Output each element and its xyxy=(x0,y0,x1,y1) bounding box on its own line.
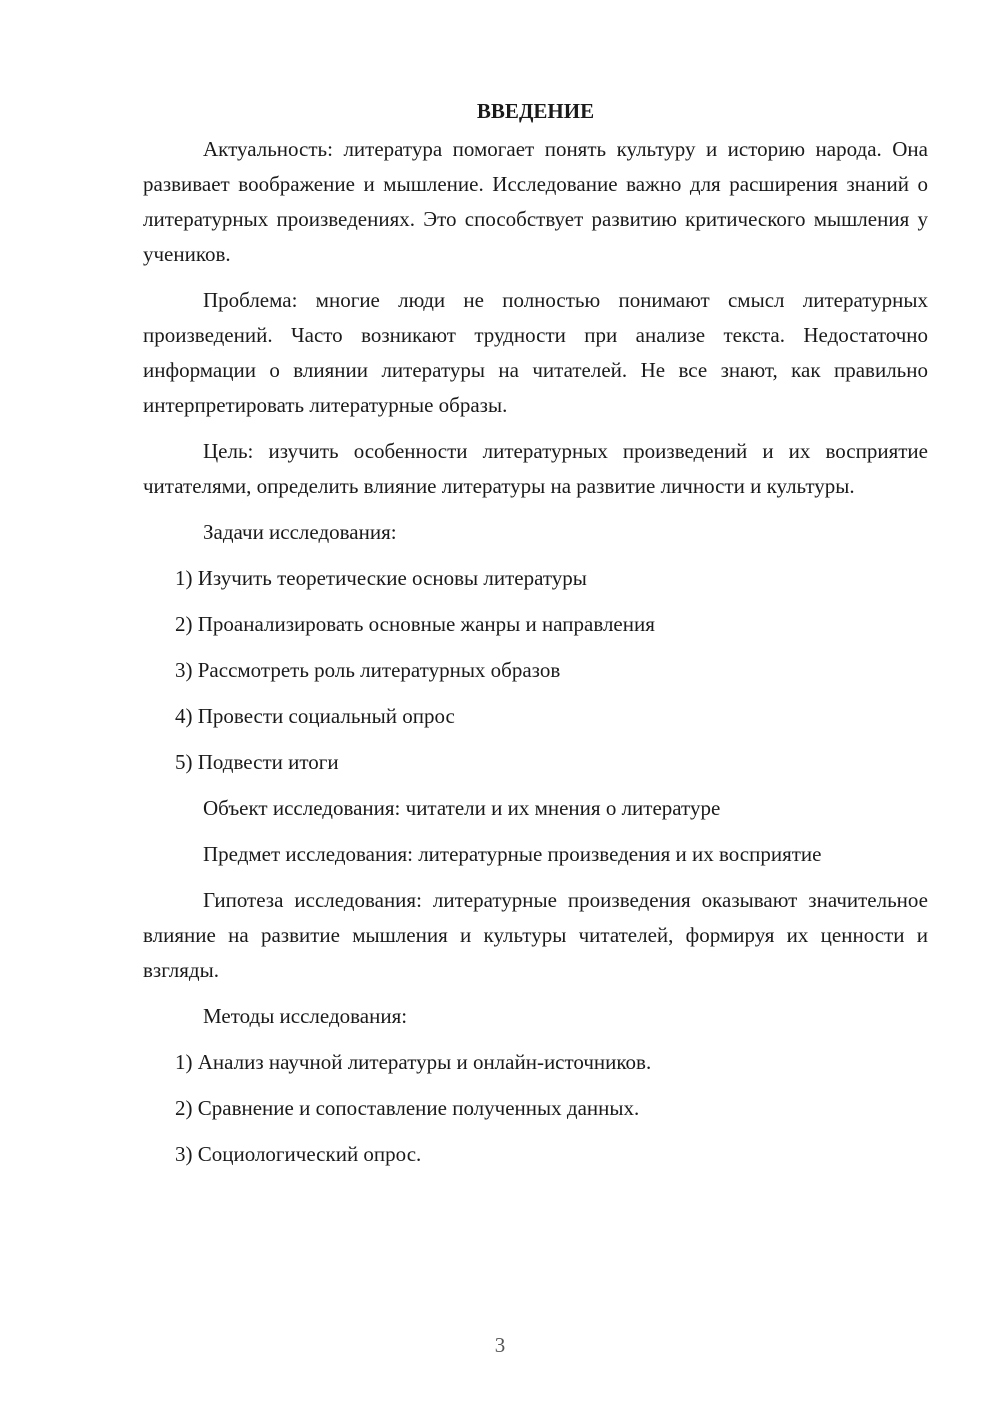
methods-heading: Методы исследования: xyxy=(203,1004,408,1028)
page-number: 3 xyxy=(494,1333,506,1357)
method-item: 2) Сравнение и сопоставление полученных данных. xyxy=(175,1096,640,1120)
task-item: 3) Рассмотреть роль литературных образов xyxy=(175,658,561,682)
page-title: ВВЕДЕНИЕ xyxy=(476,99,595,123)
problem-paragraph: Проблема: многие люди не полностью понимают смысл литературных произведений. Часто возникают трудности при анализе текста. Недостаточно информации о влиянии литературы на читателей. Не все знают, как правильно интерпретировать литературные образы. xyxy=(143,288,928,417)
task-item: 5) Подвести итоги xyxy=(175,750,339,774)
hypothesis-paragraph: Гипотеза исследования: литературные произведения оказывают значительное влияние на развитие мышления и культуры читателей, формируя их ценности и взгляды. xyxy=(143,888,928,982)
task-item: 1) Изучить теоретические основы литературы xyxy=(175,566,587,590)
method-item: 3) Социологический опрос. xyxy=(175,1142,422,1166)
method-item: 1) Анализ научной литературы и онлайн-источников. xyxy=(175,1050,652,1074)
page-content xyxy=(143,94,928,1183)
task-item: 2) Проанализировать основные жанры и направления xyxy=(175,612,655,636)
object-paragraph: Объект исследования: читатели и их мнения о литературе xyxy=(203,796,721,820)
subject-paragraph: Предмет исследования: литературные произведения и их восприятие xyxy=(203,842,822,866)
relevance-paragraph: Актуальность: литература помогает понять культуру и историю народа. Она развивает воображение и мышление. Исследование важно для расширения знаний о литературных произведениях. Это способствует развитию критического мышления у учеников. xyxy=(143,137,928,266)
tasks-heading: Задачи исследования: xyxy=(203,520,397,544)
task-item: 4) Провести социальный опрос xyxy=(175,704,455,728)
goal-paragraph: Цель: изучить особенности литературных произведений и их восприятие читателями, определить влияние литературы на развитие личности и культуры. xyxy=(143,439,928,498)
